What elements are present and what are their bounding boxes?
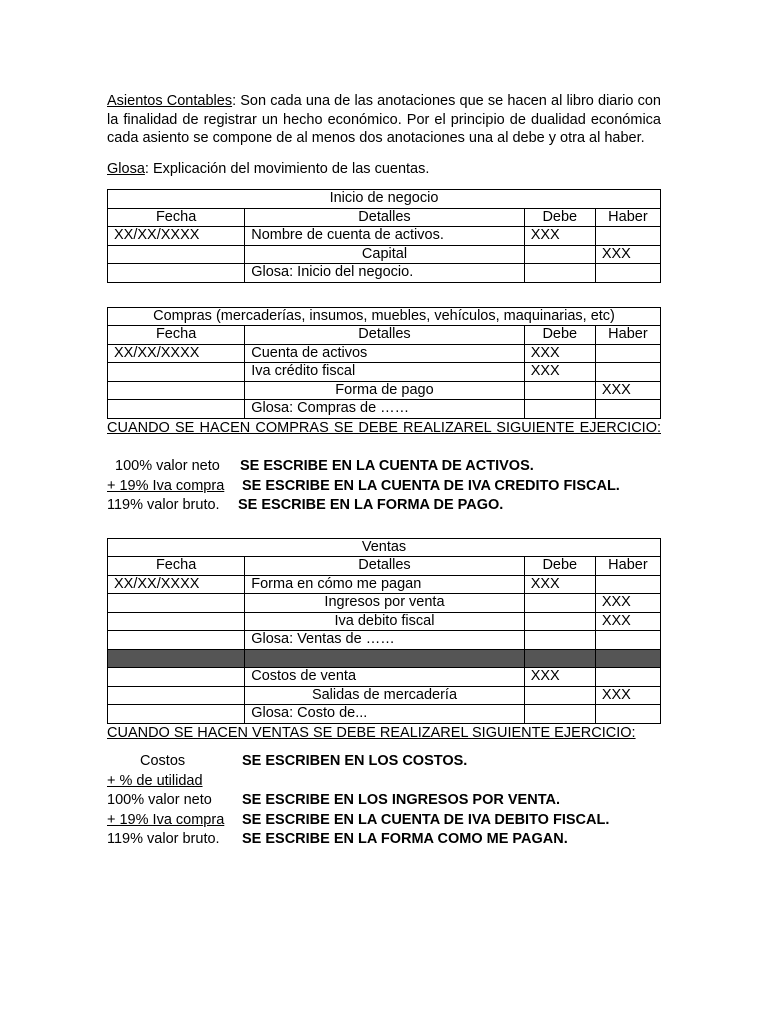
cell-fecha	[108, 400, 245, 419]
cell-detalle: Glosa: Inicio del negocio.	[245, 264, 524, 283]
cell-haber: XXX	[595, 245, 660, 264]
cell-detalle: Ingresos por venta	[245, 594, 524, 613]
table-row	[108, 612, 661, 631]
exercise-right: SE ESCRIBE EN LA FORMA COMO ME PAGAN.	[242, 831, 568, 847]
document-page	[107, 92, 661, 850]
cell-haber	[595, 344, 660, 363]
header-detalles: Detalles	[245, 326, 524, 345]
separator-cell	[108, 649, 245, 668]
cell-debe: XXX	[524, 363, 595, 382]
exercise-line	[107, 496, 661, 516]
header-fecha: Fecha	[108, 557, 245, 576]
glosa-definition	[107, 160, 661, 179]
header-haber: Haber	[595, 208, 660, 227]
table-row	[108, 400, 661, 419]
exercise-right: SE ESCRIBE EN LOS INGRESOS POR VENTA.	[242, 792, 560, 808]
exercise-left: + % de utilidad	[107, 772, 203, 789]
header-debe: Debe	[524, 208, 595, 227]
cell-debe	[524, 705, 595, 724]
cell-debe	[524, 594, 595, 613]
cell-fecha	[108, 668, 245, 687]
cell-fecha	[108, 363, 245, 382]
cell-detalle: Iva crédito fiscal	[245, 363, 524, 382]
separator-cell	[524, 649, 595, 668]
cell-haber	[595, 575, 660, 594]
exercise-right: SE ESCRIBE EN LA CUENTA DE IVA CREDITO FISCAL.	[242, 477, 620, 494]
table-row	[108, 363, 661, 382]
cell-debe	[524, 612, 595, 631]
table-row	[108, 575, 661, 594]
table-ventas	[107, 538, 661, 724]
ventas-exercise-title: CUANDO SE HACEN VENTAS SE DEBE REALIZAREL SIGUIENTE EJERCICIO:	[107, 724, 636, 741]
header-detalles: Detalles	[245, 557, 524, 576]
exercise-left: + 19% Iva compra	[107, 811, 225, 828]
exercise-line	[107, 791, 661, 811]
table-separator-row	[108, 649, 661, 668]
cell-debe: XXX	[524, 668, 595, 687]
compras-exercise	[107, 457, 661, 516]
glosa-term: Glosa	[107, 160, 145, 177]
header-haber: Haber	[595, 326, 660, 345]
cell-detalle: Forma en cómo me pagan	[245, 575, 524, 594]
exercise-left: 100% valor neto	[107, 792, 212, 808]
cell-haber	[595, 400, 660, 419]
cell-haber: XXX	[595, 686, 660, 705]
ventas-exercise	[107, 752, 661, 850]
table-title: Inicio de negocio	[108, 190, 661, 209]
header-detalles: Detalles	[245, 208, 524, 227]
exercise-left: + 19% Iva compra	[107, 477, 225, 494]
cell-detalle: Cuenta de activos	[245, 344, 524, 363]
header-haber: Haber	[595, 557, 660, 576]
cell-haber	[595, 668, 660, 687]
exercise-line	[107, 772, 661, 792]
separator-cell	[245, 649, 524, 668]
cell-fecha: XX/XX/XXXX	[108, 344, 245, 363]
cell-debe	[524, 245, 595, 264]
cell-debe	[524, 631, 595, 650]
cell-fecha	[108, 705, 245, 724]
cell-fecha	[108, 631, 245, 650]
cell-detalle: Salidas de mercadería	[245, 686, 524, 705]
cell-detalle: Iva debito fiscal	[245, 612, 524, 631]
glosa-text: : Explicación del movimiento de las cuentas.	[144, 160, 430, 177]
cell-debe	[524, 381, 595, 400]
exercise-left: 119% valor bruto.	[107, 497, 220, 513]
table-title: Compras (mercaderías, insumos, muebles, vehículos, maquinarias, etc)	[108, 307, 661, 326]
table-compras	[107, 307, 661, 419]
asientos-definition	[107, 92, 661, 148]
header-debe: Debe	[524, 557, 595, 576]
exercise-right: SE ESCRIBE EN LA CUENTA DE IVA DEBITO FISCAL.	[242, 811, 610, 828]
cell-haber	[595, 264, 660, 283]
cell-detalle: Capital	[245, 245, 524, 264]
asientos-text: : Son cada una de las anotaciones que se hacen al libro diario con la finalidad de registrar un hecho económico. Por el principio de dualidad económica cada asiento se compone de al menos dos anotaciones una al debe y otra al haber.	[107, 93, 662, 146]
exercise-line	[107, 830, 661, 850]
cell-detalle: Glosa: Costo de...	[245, 705, 524, 724]
cell-haber: XXX	[595, 381, 660, 400]
cell-fecha	[108, 594, 245, 613]
cell-detalle: Glosa: Compras de ……	[245, 400, 524, 419]
table-row	[108, 227, 661, 246]
header-fecha: Fecha	[108, 208, 245, 227]
table-row	[108, 245, 661, 264]
exercise-right: SE ESCRIBEN EN LOS COSTOS.	[242, 753, 468, 769]
table-row	[108, 381, 661, 400]
exercise-right: SE ESCRIBE EN LA CUENTA DE ACTIVOS.	[240, 458, 534, 474]
cell-haber	[595, 631, 660, 650]
cell-haber	[595, 705, 660, 724]
cell-fecha: XX/XX/XXXX	[108, 575, 245, 594]
cell-detalle: Glosa: Ventas de ……	[245, 631, 524, 650]
table-header-row	[108, 208, 661, 227]
exercise-line	[107, 752, 661, 772]
table-row	[108, 631, 661, 650]
header-debe: Debe	[524, 326, 595, 345]
cell-detalle: Forma de pago	[245, 381, 524, 400]
table-row	[108, 705, 661, 724]
cell-fecha	[108, 381, 245, 400]
table-row	[108, 668, 661, 687]
table-row	[108, 344, 661, 363]
table-row	[108, 594, 661, 613]
compras-exercise-title: CUANDO SE HACEN COMPRAS SE DEBE REALIZAREL SIGUIENTE EJERCICIO:	[107, 419, 661, 436]
cell-haber	[595, 363, 660, 382]
table-row	[108, 264, 661, 283]
exercise-line	[107, 477, 661, 497]
separator-cell	[595, 649, 660, 668]
table-header-row	[108, 326, 661, 345]
cell-debe: XXX	[524, 227, 595, 246]
exercise-left: 119% valor bruto.	[107, 831, 220, 847]
cell-haber: XXX	[595, 612, 660, 631]
exercise-left: Costos	[140, 753, 186, 769]
cell-debe	[524, 264, 595, 283]
exercise-right: SE ESCRIBE EN LA FORMA DE PAGO.	[238, 497, 504, 513]
exercise-line	[107, 457, 661, 477]
cell-fecha: XX/XX/XXXX	[108, 227, 245, 246]
exercise-line	[107, 811, 661, 831]
table-row	[108, 686, 661, 705]
table-inicio-negocio	[107, 189, 661, 283]
cell-fecha	[108, 686, 245, 705]
cell-detalle: Costos de venta	[245, 668, 524, 687]
table-header-row	[108, 557, 661, 576]
cell-detalle: Nombre de cuenta de activos.	[245, 227, 524, 246]
exercise-left: 100% valor neto	[115, 458, 220, 474]
cell-fecha	[108, 612, 245, 631]
cell-fecha	[108, 264, 245, 283]
cell-haber: XXX	[595, 594, 660, 613]
cell-debe	[524, 400, 595, 419]
cell-haber	[595, 227, 660, 246]
header-fecha: Fecha	[108, 326, 245, 345]
cell-debe: XXX	[524, 575, 595, 594]
table-title: Ventas	[108, 538, 661, 557]
asientos-term: Asientos Contables	[107, 93, 233, 109]
cell-debe	[524, 686, 595, 705]
cell-debe: XXX	[524, 344, 595, 363]
cell-fecha	[108, 245, 245, 264]
